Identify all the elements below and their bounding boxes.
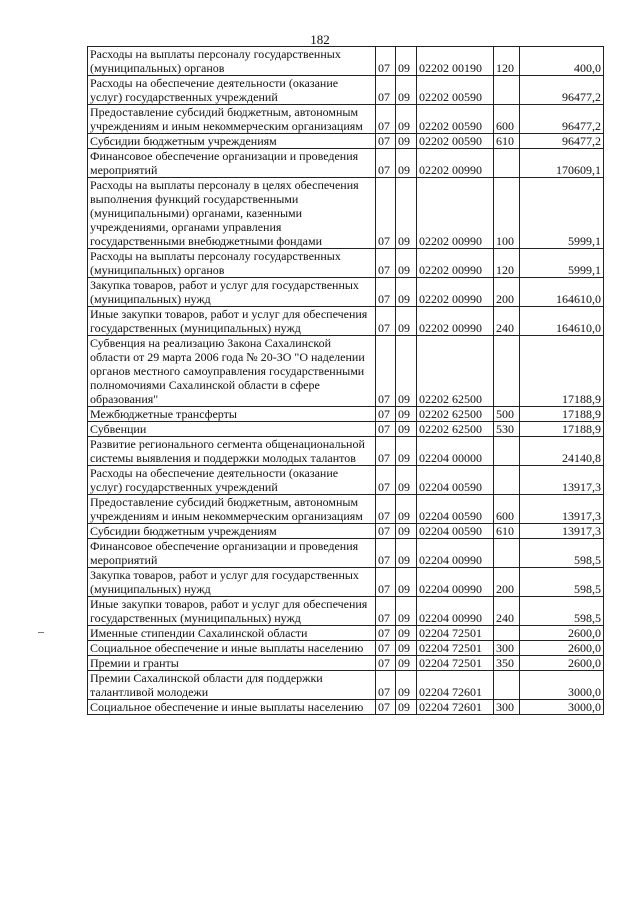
expense-type-code-cell: 600 — [494, 495, 520, 524]
target-article-code-cell: 02202 00990 — [417, 278, 494, 307]
target-article-code-cell: 02204 00990 — [417, 568, 494, 597]
target-article-code-cell: 02202 00990 — [417, 149, 494, 178]
section-code-cell: 07 — [376, 568, 396, 597]
target-article-code-cell: 02202 00990 — [417, 178, 494, 249]
amount-cell: 96477,2 — [520, 105, 604, 134]
subsection-code-cell: 09 — [396, 700, 417, 715]
section-code-cell: 07 — [376, 76, 396, 105]
target-article-code-cell: 02202 00590 — [417, 105, 494, 134]
expense-name-cell: Расходы на выплаты персоналу государственных (муниципальных) органов — [88, 47, 376, 76]
expense-type-code-cell: 100 — [494, 178, 520, 249]
budget-table-body — [88, 47, 604, 715]
amount-cell: 164610,0 — [520, 307, 604, 336]
amount-cell: 400,0 — [520, 47, 604, 76]
expense-type-code-cell: 300 — [494, 700, 520, 715]
section-code-cell: 07 — [376, 466, 396, 495]
target-article-code-cell: 02204 72501 — [417, 626, 494, 641]
section-code-cell: 07 — [376, 597, 396, 626]
amount-cell: 17188,9 — [520, 422, 604, 437]
subsection-code-cell: 09 — [396, 671, 417, 700]
expense-name-cell: Закупка товаров, работ и услуг для государственных (муниципальных) нужд — [88, 568, 376, 597]
table-row — [88, 47, 604, 76]
section-code-cell: 07 — [376, 47, 396, 76]
subsection-code-cell: 09 — [396, 278, 417, 307]
target-article-code-cell: 02202 00590 — [417, 76, 494, 105]
expense-name-cell: Развитие регионального сегмента общенациональной системы выявления и поддержки молодых талантов — [88, 437, 376, 466]
subsection-code-cell: 09 — [396, 626, 417, 641]
target-article-code-cell: 02204 00590 — [417, 466, 494, 495]
expense-type-code-cell: 350 — [494, 656, 520, 671]
section-code-cell: 07 — [376, 495, 396, 524]
expense-type-code-cell: 500 — [494, 407, 520, 422]
section-code-cell: 07 — [376, 422, 396, 437]
expense-name-cell: Субсидии бюджетным учреждениям — [88, 134, 376, 149]
expense-type-code-cell — [494, 149, 520, 178]
target-article-code-cell: 02204 72601 — [417, 671, 494, 700]
budget-table-container — [87, 46, 604, 715]
expense-name-cell: Расходы на выплаты персоналу в целях обеспечения выполнения функций государственными (муниципальными) органами, казенными учреждениями, органами управления государственными внебюджетными фондами — [88, 178, 376, 249]
subsection-code-cell: 09 — [396, 178, 417, 249]
subsection-code-cell: 09 — [396, 597, 417, 626]
subsection-code-cell: 09 — [396, 307, 417, 336]
table-row — [88, 656, 604, 671]
section-code-cell: 07 — [376, 407, 396, 422]
target-article-code-cell: 02202 62500 — [417, 407, 494, 422]
table-row — [88, 178, 604, 249]
expense-name-cell: Межбюджетные трансферты — [88, 407, 376, 422]
table-row — [88, 437, 604, 466]
table-row — [88, 700, 604, 715]
expense-type-code-cell: 610 — [494, 134, 520, 149]
target-article-code-cell: 02204 72501 — [417, 656, 494, 671]
expense-name-cell: Предоставление субсидий бюджетным, автономным учреждениям и иным некоммерческим организациям — [88, 495, 376, 524]
target-article-code-cell: 02202 62500 — [417, 336, 494, 407]
expense-type-code-cell: 610 — [494, 524, 520, 539]
expense-name-cell: Субвенции — [88, 422, 376, 437]
amount-cell: 13917,3 — [520, 524, 604, 539]
expense-type-code-cell: 240 — [494, 597, 520, 626]
section-code-cell: 07 — [376, 641, 396, 656]
subsection-code-cell: 09 — [396, 105, 417, 134]
amount-cell: 2600,0 — [520, 626, 604, 641]
table-row — [88, 641, 604, 656]
amount-cell: 3000,0 — [520, 700, 604, 715]
subsection-code-cell: 09 — [396, 656, 417, 671]
section-code-cell: 07 — [376, 336, 396, 407]
subsection-code-cell: 09 — [396, 495, 417, 524]
target-article-code-cell: 02202 00590 — [417, 134, 494, 149]
expense-type-code-cell: 300 — [494, 641, 520, 656]
table-row — [88, 597, 604, 626]
expense-name-cell: Именные стипендии Сахалинской области — [88, 626, 376, 641]
section-code-cell: 07 — [376, 249, 396, 278]
table-row — [88, 466, 604, 495]
amount-cell: 170609,1 — [520, 149, 604, 178]
table-row — [88, 407, 604, 422]
subsection-code-cell: 09 — [396, 568, 417, 597]
expense-type-code-cell: 120 — [494, 47, 520, 76]
amount-cell: 96477,2 — [520, 134, 604, 149]
subsection-code-cell: 09 — [396, 466, 417, 495]
section-code-cell: 07 — [376, 700, 396, 715]
target-article-code-cell: 02202 00190 — [417, 47, 494, 76]
subsection-code-cell: 09 — [396, 437, 417, 466]
amount-cell: 2600,0 — [520, 641, 604, 656]
subsection-code-cell: 09 — [396, 641, 417, 656]
target-article-code-cell: 02204 00990 — [417, 597, 494, 626]
section-code-cell: 07 — [376, 105, 396, 134]
expense-name-cell: Финансовое обеспечение организации и проведения мероприятий — [88, 539, 376, 568]
expense-type-code-cell: 120 — [494, 249, 520, 278]
target-article-code-cell: 02204 72501 — [417, 641, 494, 656]
table-row — [88, 495, 604, 524]
target-article-code-cell: 02204 72601 — [417, 700, 494, 715]
amount-cell: 24140,8 — [520, 437, 604, 466]
section-code-cell: 07 — [376, 437, 396, 466]
section-code-cell: 07 — [376, 149, 396, 178]
expense-type-code-cell: 600 — [494, 105, 520, 134]
table-row — [88, 524, 604, 539]
expense-name-cell: Финансовое обеспечение организации и проведения мероприятий — [88, 149, 376, 178]
amount-cell: 5999,1 — [520, 249, 604, 278]
amount-cell: 17188,9 — [520, 336, 604, 407]
expense-type-code-cell: 200 — [494, 568, 520, 597]
amount-cell: 13917,3 — [520, 466, 604, 495]
table-row — [88, 671, 604, 700]
table-row — [88, 149, 604, 178]
expense-type-code-cell — [494, 76, 520, 105]
expense-name-cell: Расходы на обеспечение деятельности (оказание услуг) государственных учреждений — [88, 76, 376, 105]
expense-name-cell: Социальное обеспечение и иные выплаты населению — [88, 641, 376, 656]
section-code-cell: 07 — [376, 278, 396, 307]
section-code-cell: 07 — [376, 626, 396, 641]
section-code-cell: 07 — [376, 524, 396, 539]
amount-cell: 96477,2 — [520, 76, 604, 105]
expense-name-cell: Закупка товаров, работ и услуг для государственных (муниципальных) нужд — [88, 278, 376, 307]
subsection-code-cell: 09 — [396, 249, 417, 278]
amount-cell: 3000,0 — [520, 671, 604, 700]
subsection-code-cell: 09 — [396, 422, 417, 437]
target-article-code-cell: 02204 00590 — [417, 495, 494, 524]
expense-name-cell: Премии и гранты — [88, 656, 376, 671]
table-row — [88, 422, 604, 437]
subsection-code-cell: 09 — [396, 524, 417, 539]
amount-cell: 17188,9 — [520, 407, 604, 422]
target-article-code-cell: 02202 00990 — [417, 307, 494, 336]
table-row — [88, 105, 604, 134]
expense-type-code-cell — [494, 671, 520, 700]
subsection-code-cell: 09 — [396, 149, 417, 178]
scan-artifact — [38, 632, 44, 633]
amount-cell: 13917,3 — [520, 495, 604, 524]
table-row — [88, 278, 604, 307]
expense-type-code-cell: 240 — [494, 307, 520, 336]
expense-type-code-cell — [494, 437, 520, 466]
expense-name-cell: Расходы на выплаты персоналу государственных (муниципальных) органов — [88, 249, 376, 278]
expense-name-cell: Субвенция на реализацию Закона Сахалинской области от 29 марта 2006 года № 20-ЗО "О наделении органов местного самоуправления государственными полномочиями Сахалинской области в сфере образования" — [88, 336, 376, 407]
amount-cell: 598,5 — [520, 568, 604, 597]
subsection-code-cell: 09 — [396, 134, 417, 149]
section-code-cell: 07 — [376, 178, 396, 249]
section-code-cell: 07 — [376, 134, 396, 149]
expense-type-code-cell: 200 — [494, 278, 520, 307]
page-number: 182 — [310, 32, 330, 47]
table-row — [88, 539, 604, 568]
target-article-code-cell: 02204 00990 — [417, 539, 494, 568]
subsection-code-cell: 09 — [396, 76, 417, 105]
amount-cell: 598,5 — [520, 597, 604, 626]
subsection-code-cell: 09 — [396, 539, 417, 568]
expense-type-code-cell — [494, 466, 520, 495]
target-article-code-cell: 02204 00590 — [417, 524, 494, 539]
table-row — [88, 134, 604, 149]
expense-name-cell: Предоставление субсидий бюджетным, автономным учреждениям и иным некоммерческим организациям — [88, 105, 376, 134]
table-row — [88, 626, 604, 641]
subsection-code-cell: 09 — [396, 47, 417, 76]
expense-type-code-cell — [494, 539, 520, 568]
amount-cell: 598,5 — [520, 539, 604, 568]
expense-type-code-cell: 530 — [494, 422, 520, 437]
table-row — [88, 249, 604, 278]
table-row — [88, 76, 604, 105]
expense-name-cell: Иные закупки товаров, работ и услуг для обеспечения государственных (муниципальных) нужд — [88, 597, 376, 626]
target-article-code-cell: 02202 00990 — [417, 249, 494, 278]
expense-type-code-cell — [494, 336, 520, 407]
target-article-code-cell: 02204 00000 — [417, 437, 494, 466]
amount-cell: 164610,0 — [520, 278, 604, 307]
expense-name-cell: Субсидии бюджетным учреждениям — [88, 524, 376, 539]
subsection-code-cell: 09 — [396, 407, 417, 422]
expense-name-cell: Иные закупки товаров, работ и услуг для обеспечения государственных (муниципальных) нужд — [88, 307, 376, 336]
table-row — [88, 568, 604, 597]
section-code-cell: 07 — [376, 656, 396, 671]
section-code-cell: 07 — [376, 671, 396, 700]
table-row — [88, 336, 604, 407]
target-article-code-cell: 02202 62500 — [417, 422, 494, 437]
subsection-code-cell: 09 — [396, 336, 417, 407]
amount-cell: 5999,1 — [520, 178, 604, 249]
expense-name-cell: Премии Сахалинской области для поддержки талантливой молодежи — [88, 671, 376, 700]
budget-table — [87, 46, 604, 715]
amount-cell: 2600,0 — [520, 656, 604, 671]
section-code-cell: 07 — [376, 307, 396, 336]
expense-name-cell: Расходы на обеспечение деятельности (оказание услуг) государственных учреждений — [88, 466, 376, 495]
table-row — [88, 307, 604, 336]
section-code-cell: 07 — [376, 539, 396, 568]
expense-type-code-cell — [494, 626, 520, 641]
expense-name-cell: Социальное обеспечение и иные выплаты населению — [88, 700, 376, 715]
